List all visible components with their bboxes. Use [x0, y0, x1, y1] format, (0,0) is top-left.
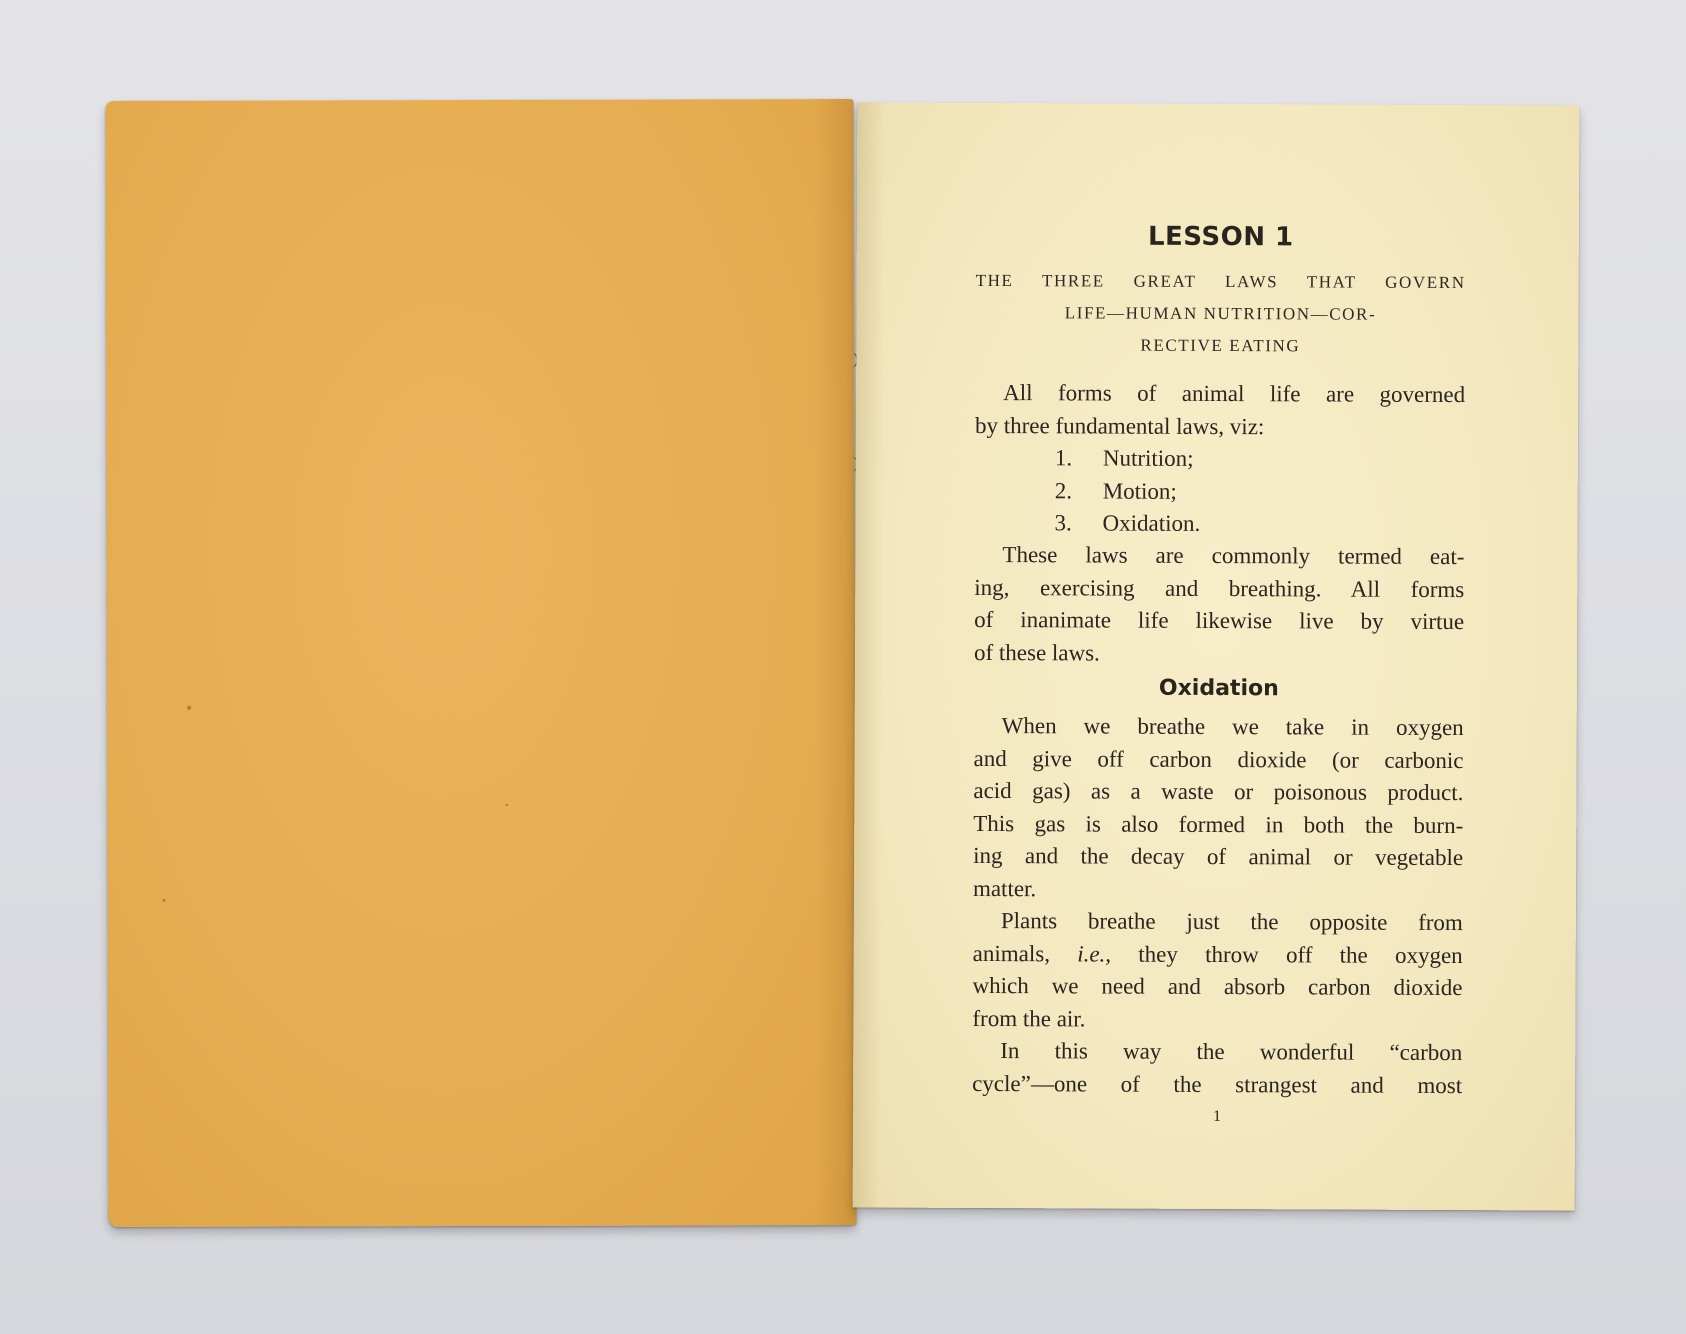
list-item — [1055, 475, 1201, 508]
text-line: which we need and absorb carbon dioxide — [972, 972, 1463, 1001]
paper-speck — [505, 804, 508, 806]
list-number: 2. — [1054, 477, 1073, 503]
laws-paragraph — [974, 539, 1465, 671]
lesson-subtitle — [975, 265, 1465, 363]
lesson-title: LESSON 1 — [1147, 221, 1294, 253]
left-page-inside-cover — [106, 99, 857, 1227]
text-line: of these laws. — [973, 639, 1100, 665]
subtitle-line: LIFE—HUMAN NUTRITION—COR- — [1064, 303, 1377, 324]
text-segment: they throw off the oxygen — [1111, 941, 1463, 968]
text-line: In this way the wonderful “carbon — [1000, 1038, 1463, 1066]
subtitle-line: THE THREE GREAT LAWS THAT GOVERN — [975, 270, 1466, 293]
text-line: When we breathe we take in oxygen — [1001, 713, 1464, 741]
text-line: All forms of animal life are governed — [1003, 380, 1466, 408]
text-line: of inanimate life likewise live by virtue — [974, 606, 1465, 635]
italic-abbreviation: i.e., — [1077, 940, 1112, 967]
text-line: from the air. — [972, 1005, 1086, 1031]
list-text: Nutrition; — [1102, 445, 1194, 471]
text-line: matter. — [972, 875, 1037, 901]
text-line: Plants breathe just the opposite from — [1000, 908, 1463, 936]
intro-paragraph — [975, 377, 1465, 444]
carbon-cycle-paragraph — [972, 1035, 1462, 1102]
paper-speck — [163, 899, 166, 902]
list-number: 3. — [1054, 510, 1072, 536]
list-item — [1055, 507, 1201, 540]
left-gutter-shadow — [814, 99, 857, 1225]
text-line: These laws are commonly termed eat- — [1002, 542, 1465, 570]
list-number: 1. — [1054, 445, 1073, 471]
right-page-lesson — [853, 102, 1580, 1210]
page-text-block — [972, 103, 1466, 1126]
list-text: Motion; — [1102, 478, 1177, 504]
list-item — [1055, 442, 1201, 475]
text-line: and give off carbon dioxide (or carbonic — [973, 745, 1464, 773]
laws-list — [1055, 442, 1201, 540]
oxidation-paragraph — [973, 710, 1464, 907]
text-line: ing, exercising and breathing. All forms — [974, 574, 1465, 602]
text-line: This gas is also formed in both the burn- — [973, 810, 1464, 838]
text-line: ing and the decay of animal or vegetable — [973, 842, 1464, 871]
section-heading-oxidation: Oxidation — [1158, 675, 1279, 702]
text-line: acid gas) as a waste or poisonous product. — [973, 777, 1464, 806]
subtitle-line: RECTIVE EATING — [1140, 335, 1301, 356]
paper-speck — [187, 706, 191, 710]
page-number: 1 — [1212, 1107, 1222, 1126]
text-line: cycle”—one of the strangest and most — [972, 1070, 1463, 1098]
text-segment: animals, — [972, 940, 1078, 966]
plants-paragraph — [972, 905, 1463, 1037]
list-text: Oxidation. — [1102, 510, 1201, 536]
right-gutter-shadow — [853, 102, 886, 1207]
text-line: by three fundamental laws, viz: — [974, 412, 1265, 439]
text-line — [973, 937, 1463, 972]
